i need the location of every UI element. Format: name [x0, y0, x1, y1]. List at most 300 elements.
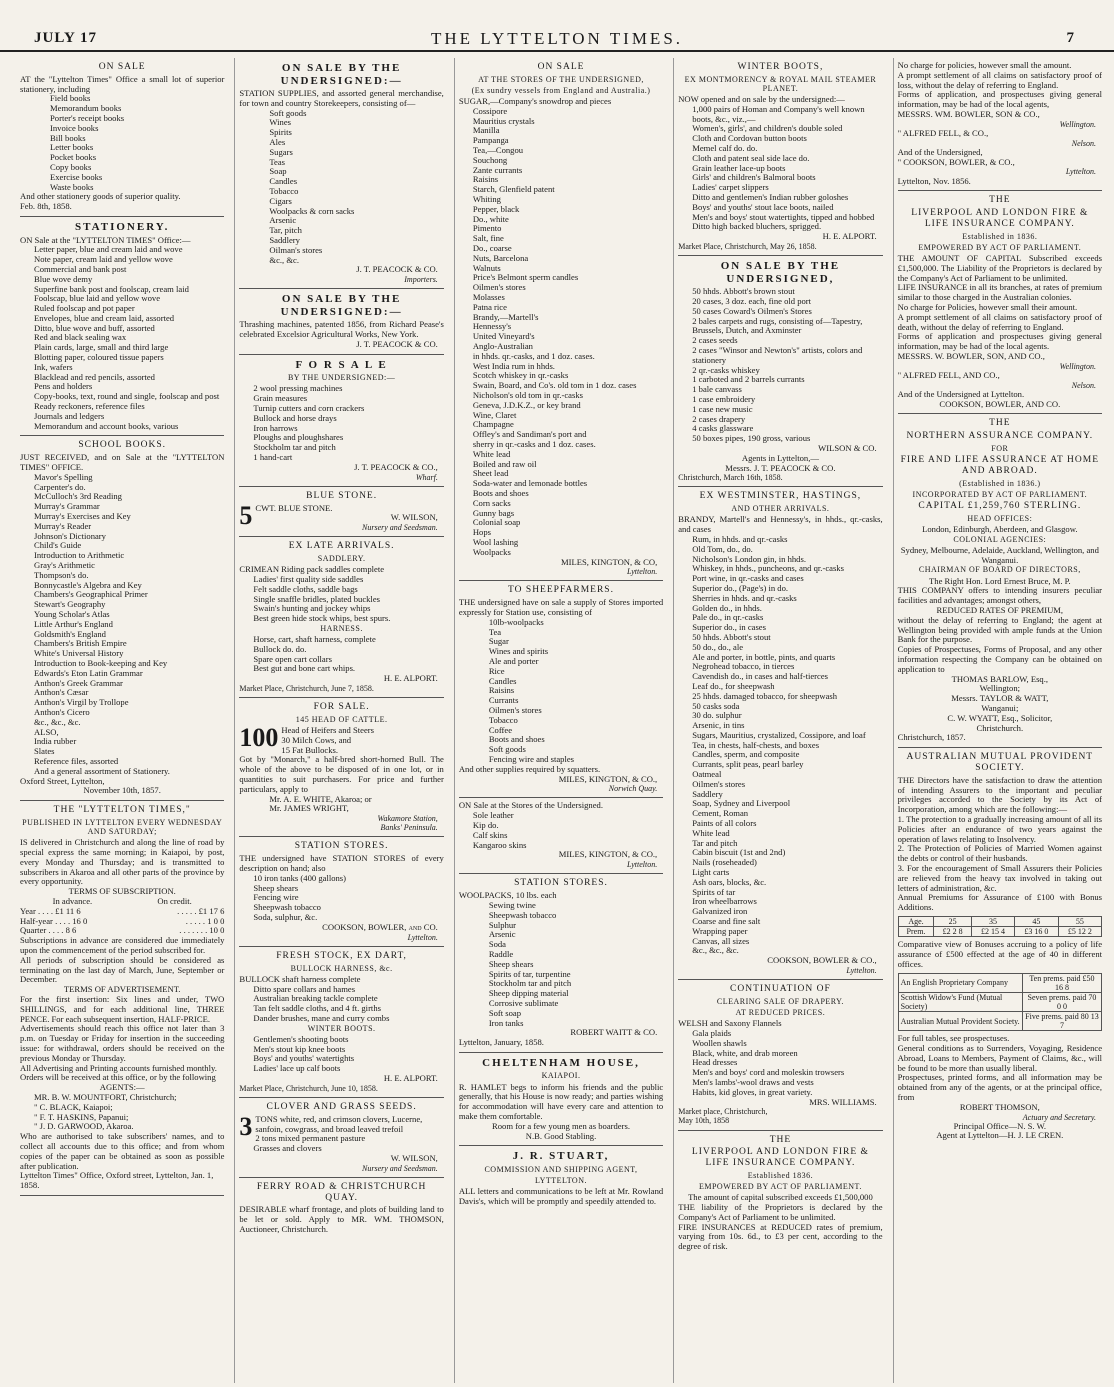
list-item: Port wine, in qr.-casks and cases: [692, 573, 804, 584]
list-item: Bill books: [50, 132, 86, 143]
list-item: Carpenter's do.: [34, 481, 86, 492]
ad-title: CHELTENHAM HOUSE,: [482, 1056, 640, 1069]
list-item: Boots and shoes: [472, 487, 529, 498]
ad-winter-boots: [678, 58, 882, 256]
table-cell: 35: [971, 916, 1014, 926]
list-item: Johnson's Dictionary: [34, 530, 106, 541]
list-item: 30 do. sulphur: [692, 710, 742, 721]
ad-subtitle: BY THE UNDERSIGNED:—: [287, 373, 396, 383]
table-cell: £2 2 8: [934, 927, 971, 937]
list-item: Grain measures: [253, 393, 308, 404]
ad-signature-sub: Norwich Quay.: [608, 784, 658, 794]
list-item: Ruled foolscap and pot paper: [34, 303, 135, 314]
terms-head-advance: In advance.: [52, 896, 93, 906]
ad-subtitle: NORTHERN ASSURANCE COMPANY.: [906, 431, 1094, 442]
list-item: Porter's receipt books: [50, 113, 125, 124]
item-list: [459, 811, 663, 850]
ad-intro: BRANDY, Martell's and Hennessy's, in hhds., qr.-casks, and cases: [678, 514, 883, 535]
adv-terms-title: TERMS OF ADVERTISEMENT.: [63, 984, 181, 995]
list-item: Swain's hunting and jockey whips: [253, 603, 371, 614]
list-item: Oilman's stores: [269, 244, 323, 255]
ad-subtitle: EX MONTMORENCY & ROYAL MAIL STEAMER PLANET.: [684, 74, 877, 93]
list-item: Superior do., (Page's) in do.: [692, 582, 789, 593]
list-item: Memel calf do. do.: [692, 143, 758, 154]
ad-title: EX WESTMINSTER, HASTINGS,: [699, 491, 862, 502]
item-list: [239, 635, 443, 674]
list-item: Gunny bags: [472, 507, 515, 518]
ad-signature-sub: Nursery and Seedsman.: [362, 523, 438, 533]
table-cell: Australian Mutual Provident Society.: [898, 1011, 1022, 1030]
ad-title: AUSTRALIAN MUTUAL PROVIDENT SOCIETY.: [906, 752, 1094, 773]
ad-title: ON SALE: [98, 62, 146, 72]
list-item: Cavendish do., in cases and half-tierces: [692, 671, 829, 682]
list-item: Tobacco: [488, 714, 518, 725]
ad-insurance-continued: [898, 58, 1102, 191]
list-item: Dander brushes, mane and curry combs: [253, 1012, 390, 1023]
list-item: Women's, girls', and children's double soled: [692, 123, 843, 134]
ad-paragraph: Forms of application and prospectuses giving general information, may be had of the local agents.: [897, 331, 1103, 352]
ad-signature-sub: Wakamore Station,: [377, 814, 438, 824]
list-item: McCulloch's 3rd Reading: [34, 491, 122, 502]
item-list: [239, 1035, 443, 1074]
list-item: Tan felt saddle cloths, and 4 ft. girths: [253, 1003, 381, 1014]
ad-signature-sub: Lyttelton.: [627, 567, 658, 577]
table-cell: Scottish Widow's Fund (Mutual Society): [898, 992, 1022, 1011]
newspaper-title: THE LYTTELTON TIMES.: [430, 29, 684, 48]
ad-cattle: [239, 698, 443, 837]
list-item: Souchong: [472, 154, 508, 165]
list-item: Reference files, assorted: [34, 755, 119, 766]
list-item: Walnuts: [472, 262, 501, 273]
item-list: [678, 1029, 882, 1098]
list-item: Colonial soap: [472, 517, 521, 528]
list-item: Oilmen's stores: [472, 282, 526, 293]
list-item: C. W. WYATT, Esq., Solicitor,: [947, 712, 1053, 723]
ad-intro: AT the "Lyttelton Times" Office a small lot of superior stationery, including: [20, 73, 225, 94]
table-cell: Prem.: [898, 927, 934, 937]
list-item: 25 hhds. damaged tobacco, for sheepwash: [692, 690, 838, 701]
list-item: Boys' and youths' watertights: [253, 1053, 355, 1064]
list-item: 50 hhds. Abbott's brown stout: [692, 286, 795, 297]
ad-paragraph: All periods of subscription should be considered as terminating on the last day of March, June, September or December.: [20, 954, 225, 985]
table-cell: An English Proprietary Company: [898, 973, 1022, 992]
ad-subtitle: SADDLERY.: [317, 554, 366, 564]
ad-intro: WELSH and Saxony Flannels: [678, 1018, 782, 1029]
ad-paragraph: Subscriptions in advance are considered due immediately upon the commencement of the period subscribed for.: [20, 935, 225, 955]
list-item: Grasses and clovers: [253, 1143, 322, 1154]
ad-signature: H. E. ALPORT.: [383, 673, 438, 684]
list-item: Men's stout kip knee boots: [253, 1043, 346, 1054]
ad-signature-sub: Messrs. J. T. PEACOCK & CO.: [725, 462, 836, 473]
list-item: Tea: [488, 626, 502, 637]
list-item: Mavor's Spelling: [34, 471, 93, 482]
list-item: White's Universal History: [34, 648, 124, 659]
list-item: Blue wove demy: [34, 273, 93, 284]
ad-title: STATION STORES.: [294, 841, 389, 852]
list-item: Mr. JAMES WRIGHT,: [269, 803, 349, 814]
head-offices: London, Edinburgh, Aberdeen, and Glasgow.: [922, 523, 1078, 534]
list-item: Starch, Glenfield patent: [472, 184, 555, 195]
ad-title: FRESH STOCK, EX DART,: [276, 950, 407, 961]
list-item: Zante currants: [472, 164, 523, 175]
table-cell: 45: [1015, 916, 1058, 926]
chairman-label: CHAIRMAN OF BOARD OF DIRECTORS,: [918, 565, 1081, 575]
list-item: Ready reckoners, reference files: [34, 401, 145, 412]
ad-date: Feb. 8th, 1858.: [20, 201, 72, 212]
ad-paragraph: No charge for Policies, however small their amount.: [897, 301, 1078, 312]
ad-title: ON SALE BY THE UNDERSIGNED:—: [280, 293, 403, 318]
list-item: Fencing wire: [253, 892, 299, 903]
ad-station-supplies: [239, 58, 443, 289]
list-item: Introduction to Book-keeping and Key: [34, 658, 168, 669]
list-item: Tar and pitch: [692, 837, 738, 848]
list-item: Wines and spirits: [488, 646, 549, 657]
list-item: Canvas, all sizes: [692, 935, 750, 946]
list-item: Corrosive sublimate: [488, 997, 559, 1008]
list-item: Tea,—Congou: [472, 145, 524, 156]
list-item: Ladies' first quality side saddles: [253, 573, 364, 584]
ad-signature: ROBERT WAITT & CO.: [570, 1027, 658, 1038]
ad-signature: COOKSON, BOWLER, AND CO.: [939, 398, 1061, 409]
ad-outro: And other stationery goods of superior quality.: [20, 191, 181, 202]
list-item: Oilmen's stores: [692, 778, 746, 789]
column-3: [454, 58, 667, 1383]
list-item: Kip do.: [472, 820, 499, 831]
list-item: &c., &c., &c.: [692, 945, 739, 956]
agent-name: " ALFRED FELL, & CO.,: [897, 127, 989, 138]
list-item: Anthon's Greek Grammar: [34, 677, 123, 688]
ad-ex-westminster: [678, 487, 882, 980]
ad-signature: WILSON & CO.: [818, 442, 877, 453]
list-item: Rum, in hhds. and qr.-casks: [692, 533, 788, 544]
list-item: Nails (roseheaded): [692, 857, 757, 868]
list-item: Sewing twine: [488, 900, 536, 910]
list-item: Coarse and fine salt: [692, 916, 761, 927]
list-item: Child's Guide: [34, 540, 82, 551]
list-item: Pimento: [472, 223, 502, 234]
list-item: Men's and boys' stout watertights, tipped and hobbed: [692, 211, 875, 222]
list-item: 1 carboted and 2 barrels currants: [692, 374, 805, 385]
ad-footer: Lyttelton, January, 1858.: [458, 1037, 544, 1048]
list-item: ALSO,: [34, 726, 59, 737]
ad-body: Got by "Monarch," a half-bred short-horned Bull. The whole of the above to be disposed of in one lot, or in quantities to suit purchasers. For price and further particulars, apply to: [239, 754, 444, 794]
ad-subtitle: Established in 1836.: [962, 231, 1038, 241]
list-item: Sheep shears: [253, 882, 299, 893]
ad-title: WINTER BOOTS,: [737, 62, 824, 72]
list-item: Fencing wire and staples: [488, 753, 575, 764]
list-item: Best green hide stock whips, best spurs.: [253, 613, 391, 624]
list-item: Leaf do., for sheepwash: [692, 680, 775, 691]
list-item: Stockholm tar and pitch: [253, 442, 336, 453]
ad-intro: STATION SUPPLIES, and assorted general merchandise, for town and country Storekeepers, consisting of—: [239, 88, 444, 108]
chairman: The Right Hon. Lord Ernest Bruce, M. P.: [929, 575, 1071, 586]
list-item: Invoice books: [50, 122, 99, 133]
list-item: Ale and porter: [488, 656, 539, 667]
list-item: &c., &c.: [269, 254, 299, 265]
ad-signature: J. T. PEACOCK & CO.: [356, 338, 438, 349]
list-item: Light carts: [692, 867, 730, 878]
colonial-agencies-label: COLONIAL AGENCIES:: [953, 534, 1047, 544]
terms-cell: . . . . . . . 10 0: [179, 925, 225, 936]
list-item: Champagne: [472, 419, 514, 430]
list-item: Introduction to Arithmetic: [34, 550, 125, 561]
list-item: 2 wool pressing machines: [253, 383, 343, 394]
ad-intro: ON Sale at the Stores of the Undersigned.: [458, 800, 603, 811]
table-row: [898, 927, 1101, 937]
ad-signature: H. E. ALPORT.: [822, 231, 877, 242]
list-item: Whiting: [472, 194, 501, 205]
list-item: Bullock do. do.: [253, 643, 307, 654]
list-item: Murray's Grammar: [34, 501, 100, 512]
ad-signature: COOKSON, BOWLER & CO.,: [767, 955, 877, 966]
ad-drapery-clearing: [678, 980, 882, 1130]
ad-title: FERRY ROAD & CHRISTCHURCH QUAY.: [256, 1181, 427, 1203]
ad-subtitle: LYTTELTON.: [535, 1176, 587, 1186]
table-cell: 55: [1058, 916, 1101, 926]
ad-subtitle: AND OTHER ARRIVALS.: [731, 504, 830, 514]
list-item: Pepper, black: [472, 203, 520, 214]
list-item: 20 cases, 3 doz. each, fine old port: [692, 295, 812, 306]
ad-subtitle: AT REDUCED PRICES.: [735, 1008, 826, 1018]
list-item: Chambers's Geographical Primer: [34, 589, 148, 600]
list-item: Pocket books: [50, 152, 97, 163]
ad-title: EX LATE ARRIVALS.: [288, 541, 395, 552]
list-item: 50 cases Coward's Oilmen's Stores: [692, 305, 812, 316]
list-item: Boots and shoes: [488, 734, 545, 745]
list-item: Pens and holders: [34, 381, 93, 392]
ad-intro: WOOLPACKS, 10 lbs. each: [458, 890, 557, 901]
ad-footer: Market Place, Christchurch, May 26, 1858.: [678, 242, 817, 251]
list-item: in hhds. qr.-casks, and 1 doz. cases.: [472, 350, 595, 361]
list-item: Ditto and gentlemen's Indian rubber goloshes: [692, 192, 849, 203]
list-item: Murray's Reader: [34, 520, 92, 531]
list-item: Single snaffle bridles, plated buckles: [253, 593, 380, 604]
column-1: [16, 58, 228, 1383]
ad-footer: May 10th, 1858: [678, 1116, 730, 1126]
ad-signature-sub: Importers.: [404, 275, 438, 285]
list-item: Boys' and youths' stout lace boots, nailed: [692, 201, 834, 212]
list-item: Soda: [488, 939, 506, 950]
list-item: Chambers's British Empire: [34, 638, 127, 649]
list-item: Stockholm tar and pitch: [488, 978, 572, 989]
ad-title: ON SALE BY THE UNDERSIGNED:—: [280, 62, 403, 87]
list-item: Grain leather lace-up boots: [692, 162, 786, 173]
ad-clover-seeds: [239, 1098, 443, 1178]
list-item: Raisins: [472, 174, 499, 185]
table-header-row: [898, 916, 1101, 926]
item-list: [239, 874, 443, 923]
ad-subtitle: EMPOWERED BY ACT OF PARLIAMENT.: [918, 242, 1082, 252]
ad-paragraph: For full tables, see prospectuses.: [897, 1033, 1010, 1044]
ad-title: ON SALE BY THE UNDERSIGNED,: [720, 260, 841, 285]
table-cell: £5 12 2: [1058, 927, 1101, 937]
item-list: [20, 473, 224, 777]
list-item: Woolpacks & corn sacks: [269, 205, 355, 216]
list-item: Scotch whiskey in qr.-casks: [472, 370, 569, 381]
ad-signature: W. WILSON,: [390, 1152, 438, 1163]
list-item: Cabin biscuit (1st and 2nd): [692, 847, 786, 858]
ad-leather: [459, 798, 663, 874]
ad-paragraph: Forms of application, and prospectuses giving general information, may be had of the local agents,: [897, 89, 1103, 110]
ad-intro: THE undersigned have STATION STORES of every description on hand; also: [239, 853, 444, 874]
ad-paragraph: LIFE INSURANCE in all its branches, at rates of premium similar to those charged in the Australian colonies.: [897, 282, 1103, 303]
agent-name: MESSRS. WM. BOWLER, SON & CO.,: [897, 108, 1040, 119]
list-item: " F. T. HASKINS, Papanui;: [34, 1111, 129, 1122]
list-item: 1 case new music: [692, 403, 753, 414]
table-cell: £3 16 0: [1015, 927, 1058, 937]
list-item: 30 Milch Cows, and: [281, 734, 352, 745]
ad-subtitle: 145 HEAD OF CATTLE.: [295, 714, 388, 724]
list-item: Ditto high backed bluchers, sprigged.: [692, 221, 822, 232]
list-item: Offley's and Sandiman's port and: [472, 429, 587, 440]
list-item: THOMAS BARLOW, Esq.,: [951, 673, 1049, 684]
list-item: Commercial and bank post: [34, 263, 127, 274]
list-item: Pale do., in qr.-casks: [692, 612, 764, 623]
list-item: Nicholson's London gin, in hhds.: [692, 553, 806, 564]
ad-subtitle: EMPOWERED BY ACT OF PARLIAMENT.: [698, 1182, 862, 1192]
ad-line: And of the Undersigned at Lyttelton.: [897, 388, 1025, 399]
list-item: Habits, kid gloves, in great variety.: [692, 1086, 813, 1097]
list-item: Spirits of tar, turpentine: [488, 968, 571, 979]
item-list: [459, 618, 663, 765]
ad-paragraph: 3. For the encouragement of Small Assurers their Policies are relieved from the heavy tax involved in taking out letters of administration, &c.: [897, 862, 1103, 893]
item-list: [678, 535, 882, 956]
list-item: United Vineyard's: [472, 331, 535, 342]
list-item: Young Scholar's Atlas: [34, 609, 110, 620]
ad-signature: MRS. WILLIAMS.: [809, 1096, 877, 1107]
ad-subtitle: LIVERPOOL AND LONDON FIRE & LIFE INSURANCE COMPANY.: [691, 1147, 869, 1169]
ad-stationery-on-sale: [20, 58, 224, 217]
list-item: Soda-water and lemonade bottles: [472, 478, 588, 489]
item-list: [239, 985, 443, 1024]
ad-paragraph: Annual Premiums for Assurance of £100 with Bonus Additions.: [897, 892, 1103, 913]
list-item: Woolpacks: [472, 546, 511, 557]
list-item: Bonnycastle's Algebra and Key: [34, 579, 142, 590]
agents-title: AGENTS:—: [99, 1082, 145, 1093]
list-item: 2 cases drapery: [692, 413, 746, 424]
list-item: Corn sacks: [472, 497, 511, 508]
ad-title: TO SHEEPFARMERS.: [508, 585, 614, 596]
list-item: Arsenic: [488, 929, 516, 940]
ad-liverpool-london-1: [678, 1131, 882, 1256]
list-item: Sheet lead: [472, 468, 509, 479]
ad-for-sale-implements: [239, 355, 443, 487]
list-item: Field books: [50, 93, 91, 104]
list-item: Brandy,—Martell's: [472, 311, 539, 322]
ad-title: FOR SALE.: [313, 702, 370, 713]
list-item: Nuts, Barcelona: [472, 252, 529, 263]
list-item: Wine, Claret: [472, 409, 517, 420]
agent-name: MESSRS. W. BOWLER, SON, AND CO.,: [897, 350, 1045, 361]
list-item: Hops: [472, 527, 491, 538]
table-cell: 25: [934, 916, 971, 926]
item-list: [678, 105, 882, 232]
ad-paragraph: Comparative view of Bonuses accruing to a policy of life assurance of £500 effected at the age of 40 in different offices.: [897, 939, 1103, 969]
capital: CAPITAL £1,259,760 STERLING.: [918, 501, 1082, 512]
list-item: Gala plaids: [692, 1027, 732, 1038]
list-item: Paints of all colors: [692, 818, 757, 829]
agent-location: Lyttelton.: [1065, 167, 1097, 177]
ad-body: The amount of capital subscribed exceeds £1,500,000: [688, 1192, 873, 1203]
list-item: Gray's Arithmetic: [34, 560, 95, 571]
ad-title: THE: [989, 195, 1011, 206]
ad-thrashing-machines: [239, 289, 443, 354]
ad-title: CONTINUATION OF: [730, 984, 831, 995]
ad-body: THIS COMPANY offers to intending insurers peculiar facilities and advantages; amongst others,: [897, 585, 1103, 606]
list-item: White lead: [472, 448, 511, 459]
ad-subtitle: Established 1836.: [747, 1171, 814, 1181]
ad-subtitle: LIVERPOOL AND LONDON FIRE & LIFE INSURANCE COMPANY.: [911, 208, 1089, 229]
ad-signature: ROBERT THOMSON,: [959, 1101, 1040, 1112]
list-item: Goldsmith's England: [34, 628, 106, 639]
ad-body: CWT. BLUE STONE.: [255, 502, 333, 513]
list-item: Soda, sulphur, &c.: [253, 912, 318, 923]
item-list: [20, 245, 224, 431]
ad-cheltenham-house: [459, 1053, 663, 1146]
list-item: Wellington;: [979, 683, 1021, 694]
list-item: Spare open cart collars: [253, 653, 332, 664]
list-item: Blacklead and red pencils, assorted: [34, 371, 155, 382]
premium-table: [898, 916, 1102, 937]
ad-subtitle: FIRE AND LIFE ASSURANCE AT HOME AND ABROAD.: [900, 455, 1100, 476]
ad-title: ON SALE: [537, 62, 585, 72]
list-item: Wanganui;: [981, 702, 1019, 713]
ad-line: And of the Undersigned,: [897, 146, 983, 157]
list-item: Ditto spare collars and hames: [253, 983, 356, 994]
ad-signature: MILES, KINGTON, & CO,: [560, 556, 658, 567]
list-item: And a general assortment of Stationery.: [34, 765, 170, 776]
list-item: Hennessy's: [472, 321, 512, 332]
ad-body: IS delivered in Christchurch and along the line of road by special express the same morning; in Kaiapoi, by post, every Monday and Thursday; and is transmitted to subscribers in Akaroa and all other parts of the province by every opportunity.: [20, 837, 225, 887]
ad-intro: BULLOCK shaft harness complete: [239, 973, 361, 984]
list-item: MR. B. W. MOUNTFORT, Christchurch;: [34, 1091, 177, 1102]
colonial-agencies: Sydney, Melbourne, Adelaide, Auckland, Wellington, and Wanganui.: [900, 544, 1099, 565]
list-item: 50 do., do., ale: [692, 641, 744, 652]
ad-intro: NOW opened and on sale by the undersigned:—: [678, 94, 845, 105]
list-item: Coffee: [488, 724, 513, 735]
list-item: White lead: [692, 827, 730, 838]
table-row: [898, 992, 1101, 1011]
list-item: Ale and porter, in bottle, pints, and quarts: [692, 651, 836, 662]
list-item: Geneva, J.D.K.Z., or key brand: [472, 399, 581, 410]
list-item: Head of Heifers and Steers: [281, 726, 374, 736]
column-2: [234, 58, 447, 1383]
list-item: Tea, in chests, half-chests, and boxes: [692, 739, 820, 750]
list-item: Sheepwash tobacco: [253, 902, 321, 913]
list-item: Raddle: [488, 948, 514, 959]
list-item: Felt saddle cloths, saddle bags: [253, 583, 358, 594]
ad-subtitle: AT THE STORES OF THE UNDERSIGNED,: [478, 74, 644, 84]
ad-body: THE AMOUNT OF CAPITAL Subscribed exceeds £1,500,000. The Liability of the Proprietors is declared by the Company's Act of Parliament to be unlimited.: [897, 253, 1103, 283]
list-item: Galvanized iron: [692, 906, 748, 917]
lyttelton-agent: Agent at Lyttelton—H. J. LE CREN.: [936, 1130, 1064, 1141]
list-item: Letter books: [50, 142, 94, 153]
ad-signature-sub: Wharf.: [415, 472, 438, 482]
list-item: Edwards's Eton Latin Grammar: [34, 667, 143, 678]
ad-signature: COOKSON, BOWLER, and CO.: [322, 921, 438, 932]
list-item: Copy books: [50, 162, 92, 172]
list-item: 50 casks soda: [692, 700, 740, 711]
ad-stores-sugar: [459, 58, 663, 581]
list-item: Ladies' carpet slippers: [692, 182, 769, 193]
list-item: Messrs. TAYLOR & WATT,: [951, 693, 1049, 704]
ad-stationery: [20, 217, 224, 436]
ad-body: THE liability of the Proprietors is declared by the Company's Act of Parliament to be unlimited.: [678, 1202, 883, 1222]
ad-date: November 10th, 1857.: [83, 785, 161, 796]
list-item: Candles: [269, 176, 298, 187]
item-list: [459, 107, 663, 558]
terms-cell: . . . . . £1 17 6: [177, 905, 225, 916]
